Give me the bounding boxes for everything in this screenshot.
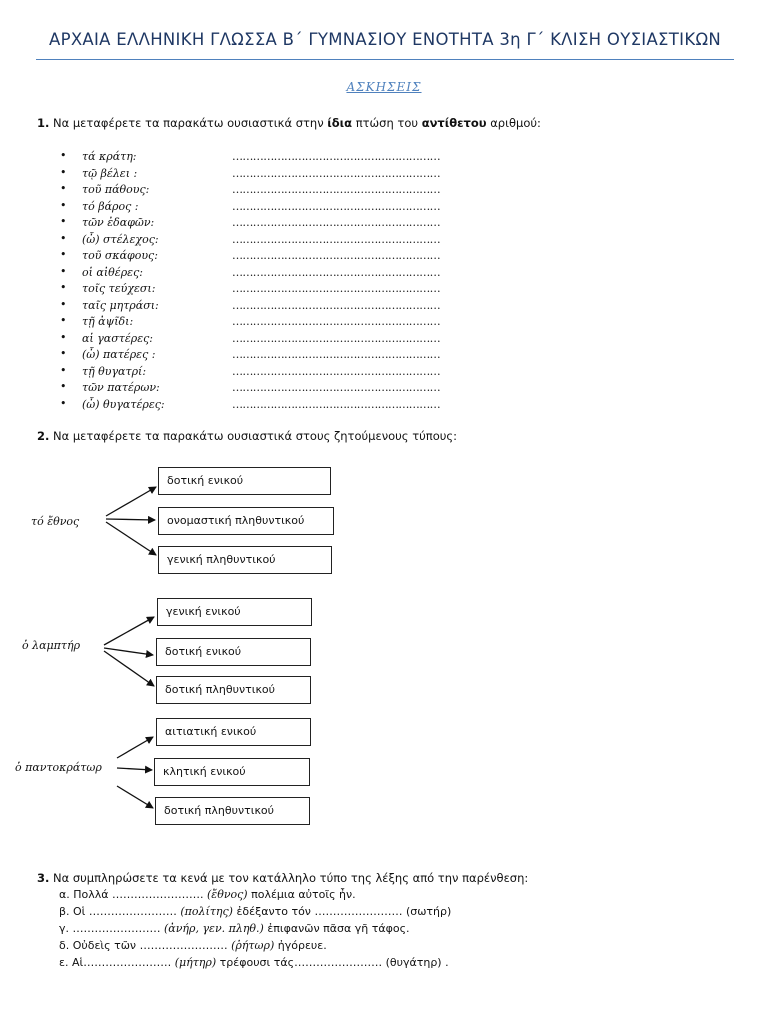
noun-form: τῶν ἐδαφῶν: <box>82 216 155 229</box>
answer-blank[interactable]: …………………………………………………… <box>232 199 441 213</box>
fill-hint: (ῥήτωρ) <box>231 939 275 952</box>
fill-blank[interactable]: …………………… <box>88 905 181 918</box>
fill-line <box>59 939 327 952</box>
answer-blank[interactable]: …………………………………………………… <box>232 364 441 378</box>
bullet-icon: • <box>60 149 67 162</box>
form-box[interactable]: κλητική ενικού <box>154 758 310 786</box>
noun-form: τῇ ἀψῖδι: <box>82 315 134 328</box>
noun-form: τοῖς τεύχεσι: <box>82 282 156 295</box>
fill-line <box>59 905 451 918</box>
fill-blank[interactable]: …………………… <box>72 922 165 935</box>
fill-hint: (ἀνήρ, γεν. πληθ.) <box>164 922 264 935</box>
answer-blank[interactable]: …………………………………………………… <box>232 232 441 246</box>
noun-form: τό βάρος : <box>82 199 139 213</box>
answer-blank[interactable]: …………………………………………………… <box>232 183 441 196</box>
form-box[interactable]: δοτική ενικού <box>156 638 311 666</box>
answer-blank[interactable]: …………………………………………………… <box>232 331 441 345</box>
exercise3-instruction <box>37 871 528 885</box>
form-box[interactable]: δοτική πληθυντικού <box>156 676 311 704</box>
bullet-icon: • <box>60 396 67 410</box>
fill-text: ἐπιφανῶν πᾶσα γῆ τάφος. <box>263 922 410 935</box>
bullet-icon: • <box>60 248 67 261</box>
answer-blank[interactable]: …………………………………………………… <box>232 348 441 361</box>
arrow-line <box>106 519 155 520</box>
noun-form: τῇ θυγατρί: <box>82 364 147 378</box>
answer-blank[interactable]: …………………………………………………… <box>232 166 441 180</box>
arrow-line <box>106 522 156 555</box>
fill-text: δ. Οὐδεὶς τῶν <box>59 939 140 952</box>
exercise1-text-b: πτώση του <box>352 116 422 130</box>
fill-hint: (ἔθνος) <box>207 888 248 901</box>
fill-line <box>59 922 410 935</box>
noun-form: (ὦ) θυγατέρες: <box>82 397 165 411</box>
noun-form: (ὦ) στέλεχος: <box>82 232 159 246</box>
exercise3-number: 3. <box>37 871 50 885</box>
noun-form: αἱ γαστέρες: <box>82 331 153 345</box>
fill-line <box>59 888 356 901</box>
form-box[interactable]: γενική πληθυντικού <box>158 546 332 574</box>
form-box[interactable]: δοτική πληθυντικού <box>155 797 310 825</box>
bullet-icon: • <box>60 231 67 245</box>
bullet-icon: • <box>60 165 67 179</box>
section-heading: ΑΣΚΗΣΕΙΣ <box>346 80 422 94</box>
noun-form: τῶν πατέρων: <box>82 381 160 394</box>
arrow-line <box>104 648 153 655</box>
lemma-label: ὁ παντοκράτωρ <box>15 761 102 774</box>
arrow-line <box>117 768 152 770</box>
answer-blank[interactable]: …………………………………………………… <box>232 315 441 328</box>
noun-form: τά κράτη: <box>82 150 137 163</box>
fill-text: πολέμια αὐτοῖς ἦν. <box>247 888 356 901</box>
answer-blank[interactable]: …………………………………………………… <box>232 397 441 411</box>
bullet-icon: • <box>60 281 67 294</box>
bullet-icon: • <box>60 182 67 195</box>
noun-form: ταῖς μητράσι: <box>82 298 159 312</box>
noun-form: οἱ αἰθέρες: <box>82 265 143 279</box>
answer-blank[interactable]: …………………………………………………… <box>232 249 441 262</box>
exercise1-number: 1. <box>37 116 50 130</box>
bullet-icon: • <box>60 330 67 344</box>
noun-form: τοῦ σκάφους: <box>82 249 158 262</box>
arrow-line <box>104 617 154 645</box>
fill-text: α. Πολλά <box>59 888 113 901</box>
exercise2-number: 2. <box>37 429 50 443</box>
answer-blank[interactable]: …………………………………………………… <box>232 282 441 295</box>
fill-blank[interactable]: ……………………. <box>112 888 208 901</box>
fill-text: ἠγόρευε. <box>274 939 327 952</box>
form-box[interactable]: δοτική ενικού <box>158 467 331 495</box>
exercise1-text-c: αριθμού: <box>486 116 541 130</box>
fill-text: ἐδέξαντο τόν …………………… (σωτήρ) <box>232 905 452 918</box>
form-box[interactable]: αιτιατική ενικού <box>156 718 311 746</box>
answer-blank[interactable]: …………………………………………………… <box>232 381 441 394</box>
arrow-line <box>104 651 154 686</box>
bullet-icon: • <box>60 264 67 278</box>
answer-blank[interactable]: …………………………………………………… <box>232 150 441 163</box>
fill-blank[interactable]: …………………… <box>139 939 232 952</box>
answer-blank[interactable]: …………………………………………………… <box>232 265 441 279</box>
bullet-icon: • <box>60 297 67 311</box>
fill-text: ε. Αἱ <box>59 956 84 969</box>
bullet-icon: • <box>60 380 67 393</box>
arrow-line <box>117 737 153 758</box>
arrow-line <box>106 487 156 516</box>
answer-blank[interactable]: …………………………………………………… <box>232 216 441 229</box>
arrow-line <box>117 786 153 808</box>
exercise1-bold-2: αντίθετου <box>421 116 487 130</box>
exercise1-text-a: Να μεταφέρετε τα παρακάτω ουσιαστικά στην <box>49 116 328 130</box>
bullet-icon: • <box>60 363 67 377</box>
fill-text: β. Οἱ <box>59 905 89 918</box>
bullet-icon: • <box>60 314 67 327</box>
lemma-label: ὁ λαμπτήρ <box>22 639 81 652</box>
lemma-label: τό ἔθνος <box>31 515 80 528</box>
answer-blank[interactable]: …………………………………………………… <box>232 298 441 312</box>
page-title: ΑΡΧΑΙΑ ΕΛΛΗΝΙΚΗ ΓΛΩΣΣΑ Β΄ ΓΥΜΝΑΣΙΟΥ ΕΝΟΤΗΤΑ 3η Γ΄ ΚΛΙΣΗ ΟΥΣΙΑΣΤΙΚΩΝ <box>48 30 722 49</box>
fill-blank[interactable]: …………………… <box>83 956 175 969</box>
form-box[interactable]: γενική ενικού <box>157 598 312 626</box>
exercise3-text: Να συμπληρώσετε τα κενά με τον κατάλληλο τύπο της λέξης από την παρένθεση: <box>49 871 529 885</box>
form-box[interactable]: ονομαστική πληθυντικού <box>158 507 334 535</box>
exercise2-text: Να μεταφέρετε τα παρακάτω ουσιαστικά στους ζητούμενους τύπους: <box>49 429 458 443</box>
noun-form: (ὦ) πατέρες : <box>82 348 156 361</box>
noun-form: τῷ βέλει : <box>82 166 138 180</box>
exercise1-bold-1: ίδια <box>327 116 353 130</box>
bullet-icon: • <box>60 198 67 212</box>
bullet-icon: • <box>60 215 67 228</box>
fill-hint: (μήτηρ) <box>174 956 217 969</box>
fill-text: τρέφουσι τάς…………………… (θυγάτηρ) . <box>216 956 449 969</box>
bullet-icon: • <box>60 347 67 360</box>
fill-line <box>59 956 449 969</box>
noun-form: τοῦ πάθους: <box>82 183 150 196</box>
fill-text: γ. <box>59 922 73 935</box>
fill-hint: (πολίτης) <box>180 905 233 918</box>
